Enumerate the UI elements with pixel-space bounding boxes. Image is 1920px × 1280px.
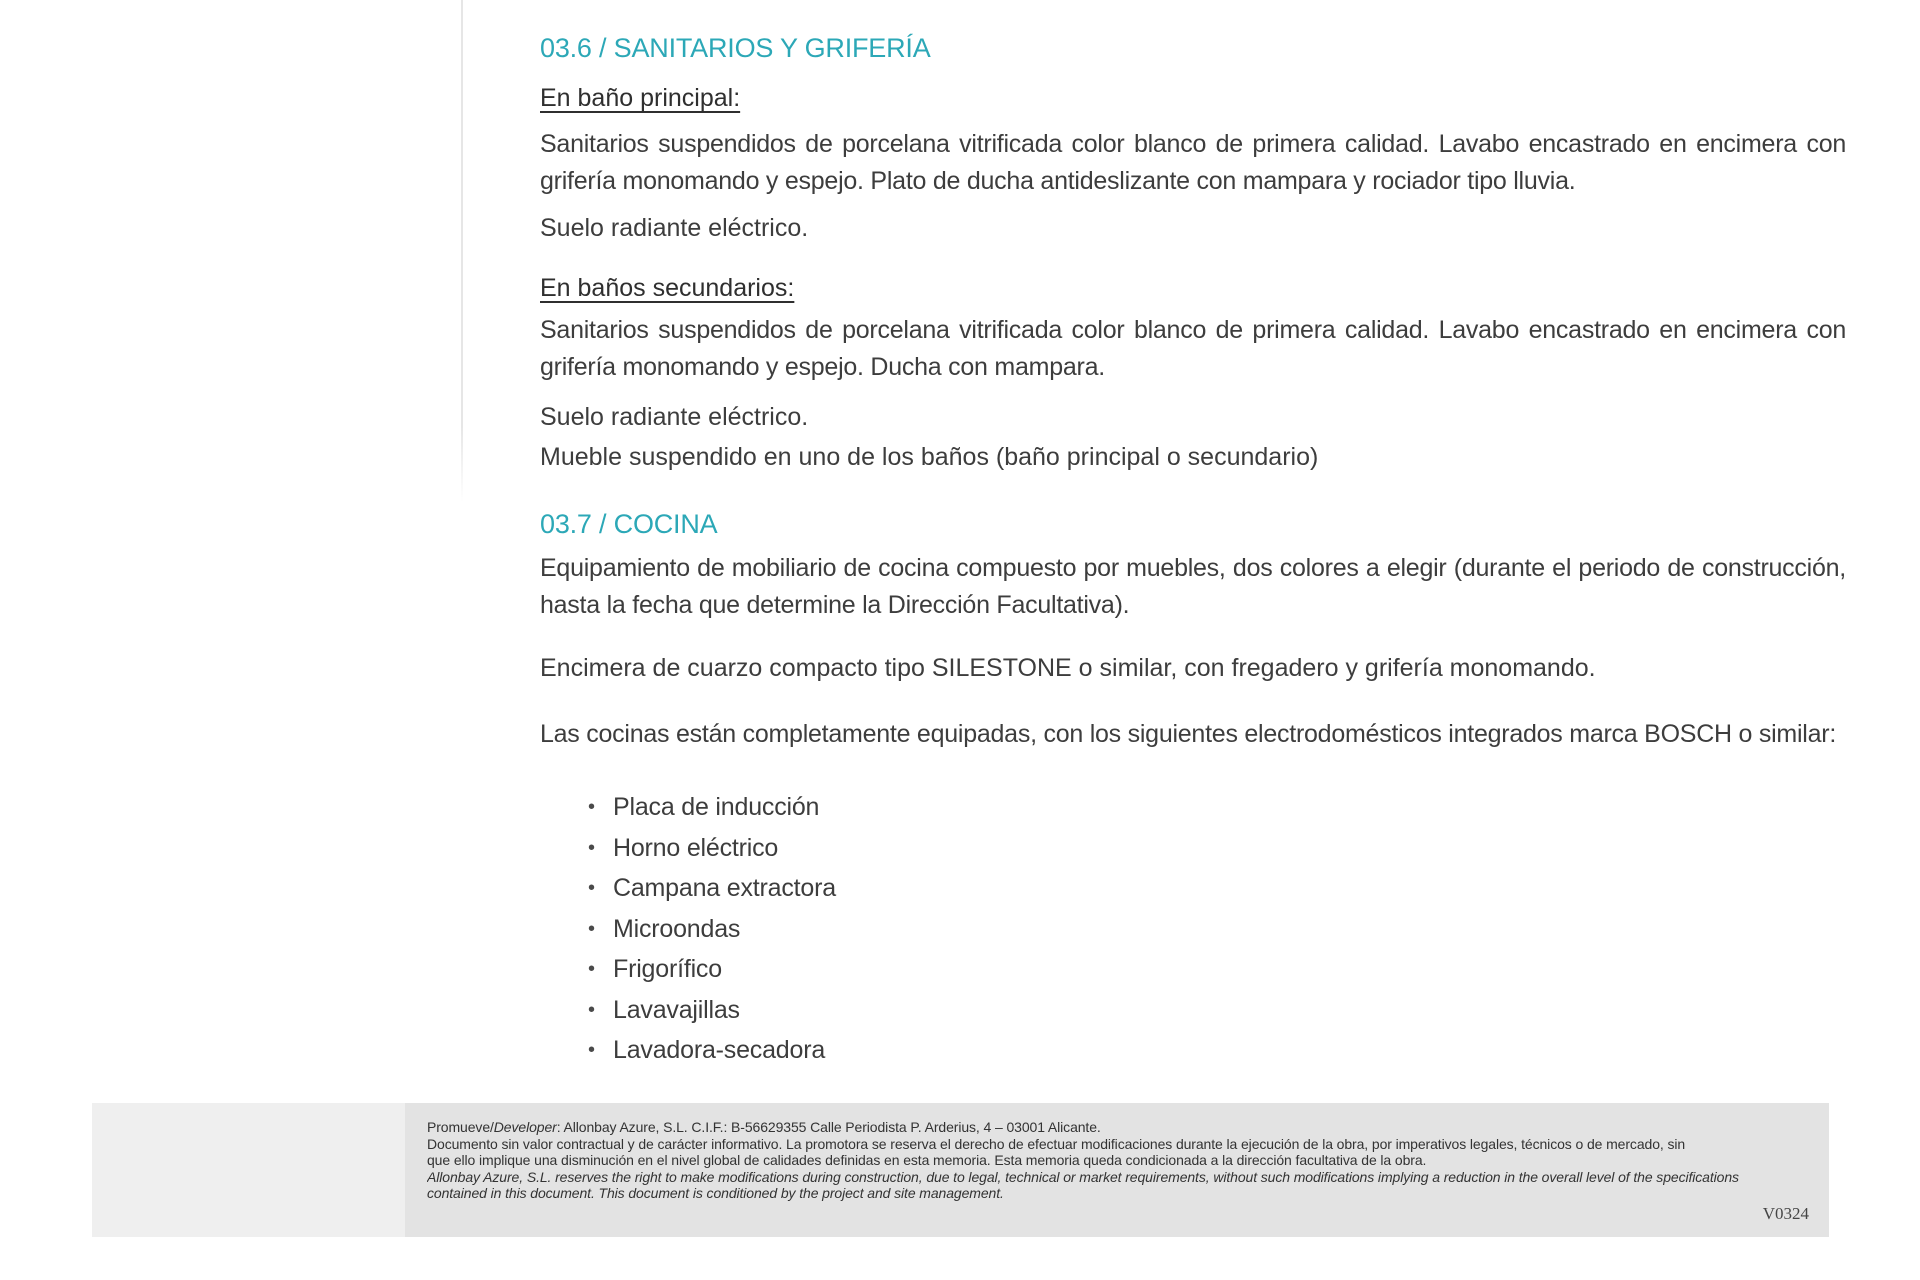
kitchen-appliances-paragraph: Las cocinas están completamente equipadas, con los siguientes electrodomésticos integrados marca BOSCH o similar: xyxy=(540,720,1837,748)
list-item xyxy=(540,828,836,869)
footer-legal-text xyxy=(427,1119,1809,1202)
bullet-icon: • xyxy=(588,998,595,1021)
bath-main-note: Suelo radiante eléctrico. xyxy=(540,214,809,242)
footer-disclaimer-line-1: Documento sin valor contractual y de carácter informativo. La promotora se reserva el derecho de efectuar modificaciones durante la ejecución de la obra, por imperativos legales, técnicos o de mercado, sin xyxy=(427,1135,1686,1152)
footer-disclaimer-en-line-1: Allonbay Azure, S.L. reserves the right to make modifications during construction, due to legal, technical or market requirements, without such modifications implying a reduction in the overall level of the specifications xyxy=(427,1168,1739,1185)
list-item xyxy=(540,787,836,828)
footer-developer-italic: Developer xyxy=(493,1119,557,1135)
appliance-label: Frigorífico xyxy=(613,955,722,983)
footer-disclaimer-en-line-2: contained in this document. This document is conditioned by the project and site management. xyxy=(427,1185,1004,1201)
footer-developer-prefix: Promueve/ xyxy=(427,1119,494,1135)
list-item xyxy=(540,1030,836,1071)
bath-main-paragraph: Sanitarios suspendidos de porcelana vitrificada color blanco de primera calidad. Lavabo encastrado en encimera con grifería monomando y espejo. Plato de ducha antideslizante con mampara y rociador tipo lluvia. xyxy=(540,130,1846,195)
bullet-icon: • xyxy=(588,836,595,859)
appliance-label: Horno eléctrico xyxy=(613,833,779,862)
footer-left-panel xyxy=(92,1103,405,1237)
kitchen-furniture-paragraph: Equipamiento de mobiliario de cocina compuesto por muebles, dos colores a elegir (durante el periodo de construcción, hasta la fecha que determine la Dirección Facultativa). xyxy=(540,554,1846,619)
appliance-label: Lavavajillas xyxy=(613,995,740,1024)
bath-secondary-subtitle: En baños secundarios: xyxy=(540,274,795,302)
bullet-icon: • xyxy=(588,1039,595,1061)
kitchen-countertop-paragraph: Encimera de cuarzo compacto tipo SILESTONE o similar, con fregadero y grifería monomando. xyxy=(540,654,1596,682)
bullet-icon: • xyxy=(588,958,595,980)
footer-legal-panel xyxy=(405,1103,1829,1237)
footer-developer-line xyxy=(427,1119,1809,1136)
version-label: V0324 xyxy=(1762,1204,1809,1223)
list-item xyxy=(540,909,836,950)
section-37-heading: 03.7 / COCINA xyxy=(540,509,718,539)
page-edge-divider xyxy=(461,0,463,502)
appliance-list xyxy=(540,787,836,1071)
list-item xyxy=(540,990,836,1031)
section-36-heading: 03.6 / SANITARIOS Y GRIFERÍA xyxy=(540,33,931,63)
appliance-label: Microondas xyxy=(613,914,741,943)
bath-extra-note: Mueble suspendido en uno de los baños (baño principal o secundario) xyxy=(540,443,1319,471)
list-item xyxy=(540,949,836,990)
footer-developer-rest: : Allonbay Azure, S.L. C.I.F.: B-56629355 Calle Periodista P. Arderius, 4 – 03001 Alicante. xyxy=(556,1119,1101,1135)
appliance-label: Placa de inducción xyxy=(613,793,820,821)
bath-main-subtitle: En baño principal: xyxy=(540,84,741,112)
bullet-icon: • xyxy=(588,917,595,940)
bath-secondary-paragraph: Sanitarios suspendidos de porcelana vitrificada color blanco de primera calidad. Lavabo encastrado en encimera con grifería monomando y espejo. Ducha con mampara. xyxy=(540,316,1846,381)
list-item xyxy=(540,868,836,909)
appliance-label: Lavadora-secadora xyxy=(613,1036,826,1064)
appliance-label: Campana extractora xyxy=(613,874,836,902)
footer-disclaimer-line-2: que ello implique una disminución en el nivel global de calidades definidas en esta memoria. Esta memoria queda condicionada a la dirección facultativa de la obra. xyxy=(427,1152,1427,1168)
bullet-icon: • xyxy=(588,796,595,818)
bullet-icon: • xyxy=(588,877,595,899)
bath-secondary-note: Suelo radiante eléctrico. xyxy=(540,403,809,431)
